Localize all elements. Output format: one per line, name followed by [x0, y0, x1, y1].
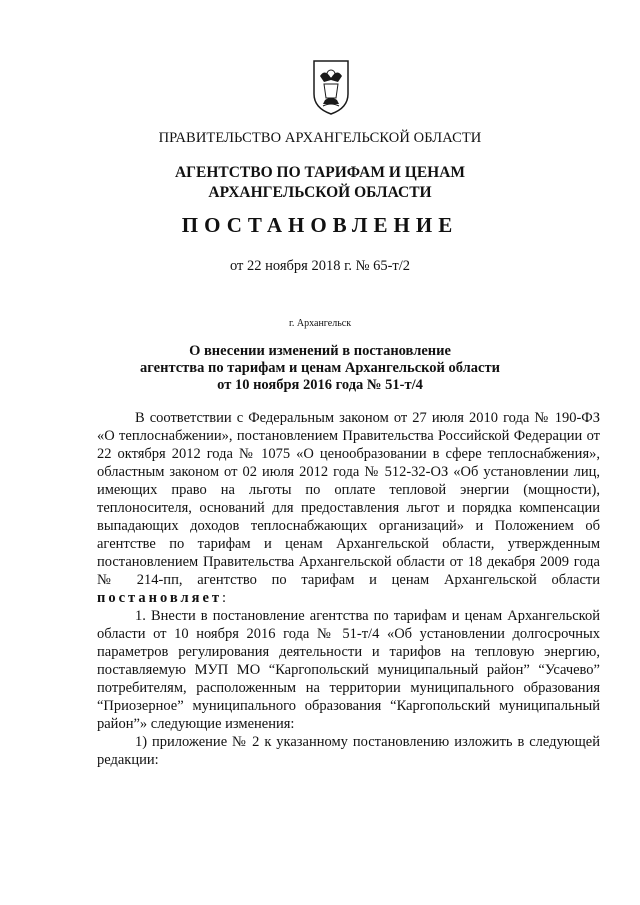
document-type: ПОСТАНОВЛЕНИЕ [181, 213, 459, 237]
document-date-number: от 22 ноября 2018 г. № 65-т/2 [229, 258, 411, 274]
preamble-colon: : [222, 590, 227, 606]
agency-line-1: АГЕНТСТВО ПО ТАРИФАМ И ЦЕНАМ [174, 164, 466, 181]
document-city: г. Архангельск [288, 318, 352, 329]
government-name: ПРАВИТЕЛЬСТВО АРХАНГЕЛЬСКОЙ ОБЛАСТИ [158, 130, 482, 146]
agency-name [0, 163, 640, 203]
agency-line-2: АРХАНГЕЛЬСКОЙ ОБЛАСТИ [208, 184, 432, 201]
preamble-text: В соответствии с Федеральным законом от 27 июля 2010 года № 190-ФЗ «О теплоснабжении», постановлением Правительства Российской Федерации от 22 октября 2012 года № 1075 «О ценообразовании в сфере теплоснабжения», областным законом от 02 июля 2012 года № 512-32-ОЗ «Об установлении лиц, имеющих право на льготы по оплате тепловой энергии (мощности), теплоносителя, оснований для предоставления льгот и порядка компенсации выпадающих доходов теплоснабжающих организаций» и Положением об агентстве по тарифам и ценам Архангельской области, утвержденным постановлением Правительства Архангельской области от 18 декабря 2009 года № 214-пп, агентство по тарифам и ценам Архангельской области [97, 410, 600, 588]
document-subject [0, 343, 640, 394]
coat-of-arms-icon [311, 58, 351, 116]
subject-line-1: О внесении изменений в постановление [189, 343, 451, 359]
paragraph-item-1-1: 1) приложение № 2 к указанному постановлению изложить в следующей редакции: [97, 734, 600, 768]
subject-line-3: от 10 ноября 2016 года № 51-т/4 [217, 377, 423, 393]
document-body [97, 409, 600, 769]
subject-line-2: агентства по тарифам и ценам Архангельской области [140, 360, 500, 376]
paragraph-preamble [97, 409, 600, 607]
paragraph-item-1: 1. Внести в постановление агентства по тарифам и ценам Архангельской области от 10 ноября 2016 года № 51-т/4 «Об установлении долгосрочных параметров регулирования деятельности и тарифов на тепловую энергию, поставляемую МУП МО “Каргопольский муниципальный район” “Усачево” потребителям, расположенным на территории муниципального образования “Приозерное” муниципального образования “Каргопольский муниципальный район”» следующие изменения: [97, 608, 600, 732]
resolves-keyword: постановляет [97, 590, 223, 606]
